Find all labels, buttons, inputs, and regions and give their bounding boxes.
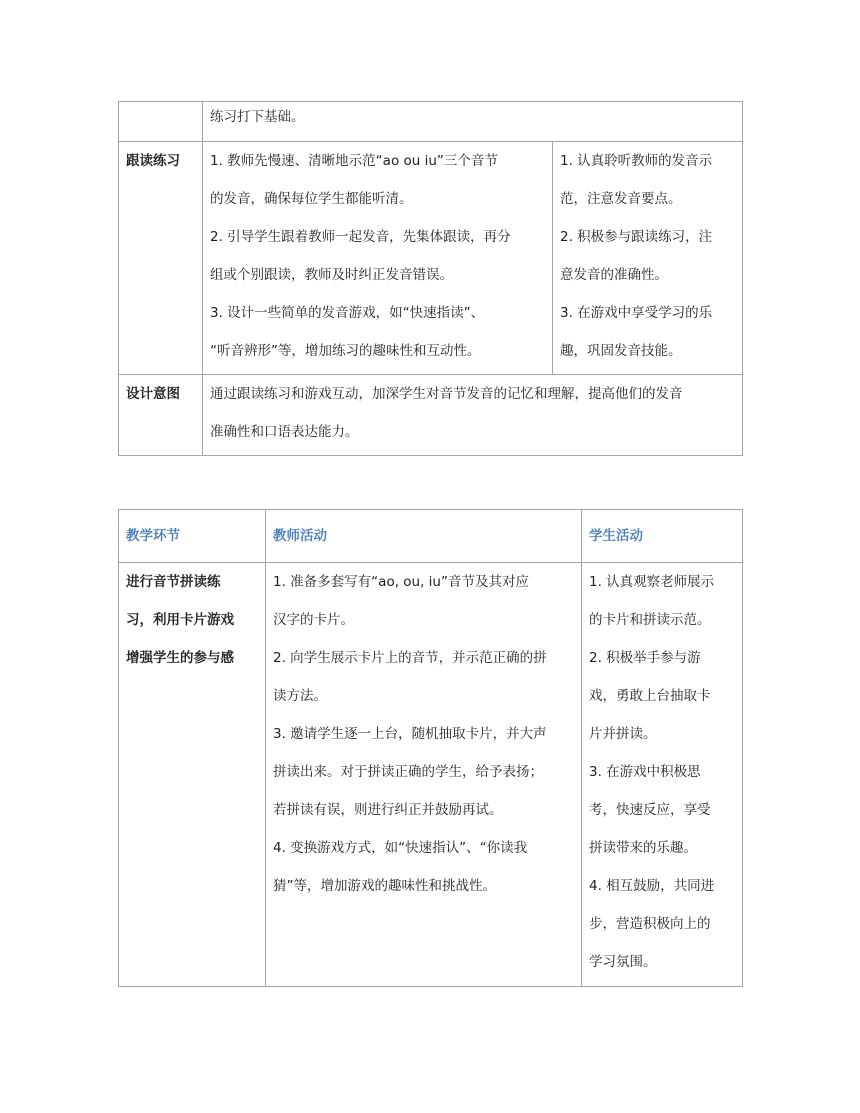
text-line: 的卡片和拼读示范。 — [589, 612, 711, 628]
text-line: 组或个别跟读，教师及时纠正发音错误。 — [210, 267, 453, 283]
text-line: 增强学生的参与感 — [126, 650, 234, 666]
lesson-table-2 — [118, 509, 743, 987]
text-line: 1. 准备多套写有“ao, ou, iu”音节及其对应 — [273, 574, 529, 590]
continuation-cell — [203, 102, 743, 142]
header-cell — [119, 510, 266, 563]
design-intent-cell — [203, 375, 743, 456]
text-line: 的发音，确保每位学生都能听清。 — [210, 191, 413, 207]
text-line: 意发音的准确性。 — [560, 267, 668, 283]
table-header-row — [119, 510, 743, 563]
text-line: 习，利用卡片游戏 — [126, 612, 234, 628]
text-line: 戏，勇敢上台抽取卡 — [589, 688, 711, 704]
stage-label: 设计意图 — [126, 386, 180, 402]
text-line: 4. 变换游戏方式，如“快速指认”、“你读我 — [273, 840, 528, 856]
text-line: 范，注意发音要点。 — [560, 191, 682, 207]
text-line: 片并拼读。 — [589, 726, 657, 742]
text-line: 通过跟读练习和游戏互动，加深学生对音节发音的记忆和理解，提高他们的发音 — [210, 386, 683, 402]
header-cell — [582, 510, 743, 563]
text-line: 猜”等，增加游戏的趣味性和挑战性。 — [273, 878, 496, 894]
text-line: 学习氛围。 — [589, 954, 657, 970]
text-line: 步，营造积极向上的 — [589, 916, 711, 932]
table-row — [119, 102, 743, 142]
student-activity-cell — [582, 563, 743, 987]
stage-cell — [119, 375, 203, 456]
text-line: 2. 积极举手参与游 — [589, 650, 701, 666]
table-row — [119, 563, 743, 987]
text-line: 进行音节拼读练 — [126, 574, 221, 590]
student-activity-cell — [553, 142, 743, 375]
text-line: 若拼读有误，则进行纠正并鼓励再试。 — [273, 802, 503, 818]
teacher-activity-cell — [266, 563, 582, 987]
table-row — [119, 142, 743, 375]
header-teacher: 教师活动 — [273, 528, 327, 544]
text-line: 2. 积极参与跟读练习，注 — [560, 229, 713, 245]
header-student: 学生活动 — [589, 528, 643, 544]
stage-cell — [119, 563, 266, 987]
stage-cell — [119, 102, 203, 142]
text-line: 1. 认真聆听教师的发音示 — [560, 153, 713, 169]
text-line: 3. 邀请学生逐一上台，随机抽取卡片，并大声 — [273, 726, 547, 742]
text-line: 考，快速反应，享受 — [589, 802, 711, 818]
text-line: 1. 教师先慢速、清晰地示范“ao ou iu”三个音节 — [210, 153, 498, 169]
text-line: 汉字的卡片。 — [273, 612, 354, 628]
text-line: 4. 相互鼓励，共同进 — [589, 878, 715, 894]
text-line: 准确性和口语表达能力。 — [210, 424, 359, 440]
teacher-activity-cell — [203, 142, 553, 375]
text-line: 3. 在游戏中积极思 — [589, 764, 701, 780]
text-line: 3. 设计一些简单的发音游戏，如“快速指读”、 — [210, 305, 485, 321]
text-line: 拼读出来。对于拼读正确的学生，给予表扬； — [273, 764, 543, 780]
text-line: “听音辨形”等，增加练习的趣味性和互动性。 — [210, 343, 481, 359]
stage-cell — [119, 142, 203, 375]
text-line: 读方法。 — [273, 688, 327, 704]
text-line: 2. 引导学生跟着教师一起发音，先集体跟读，再分 — [210, 229, 511, 245]
header-stage: 教学环节 — [126, 528, 180, 544]
lesson-table-1 — [118, 101, 743, 456]
continuation-text: 练习打下基础。 — [210, 109, 305, 125]
stage-label: 跟读练习 — [126, 153, 180, 169]
header-cell — [266, 510, 582, 563]
text-line: 3. 在游戏中享受学习的乐 — [560, 305, 713, 321]
text-line: 1. 认真观察老师展示 — [589, 574, 715, 590]
text-line: 趣，巩固发音技能。 — [560, 343, 682, 359]
text-line: 拼读带来的乐趣。 — [589, 840, 697, 856]
table-row — [119, 375, 743, 456]
text-line: 2. 向学生展示卡片上的音节，并示范正确的拼 — [273, 650, 547, 666]
